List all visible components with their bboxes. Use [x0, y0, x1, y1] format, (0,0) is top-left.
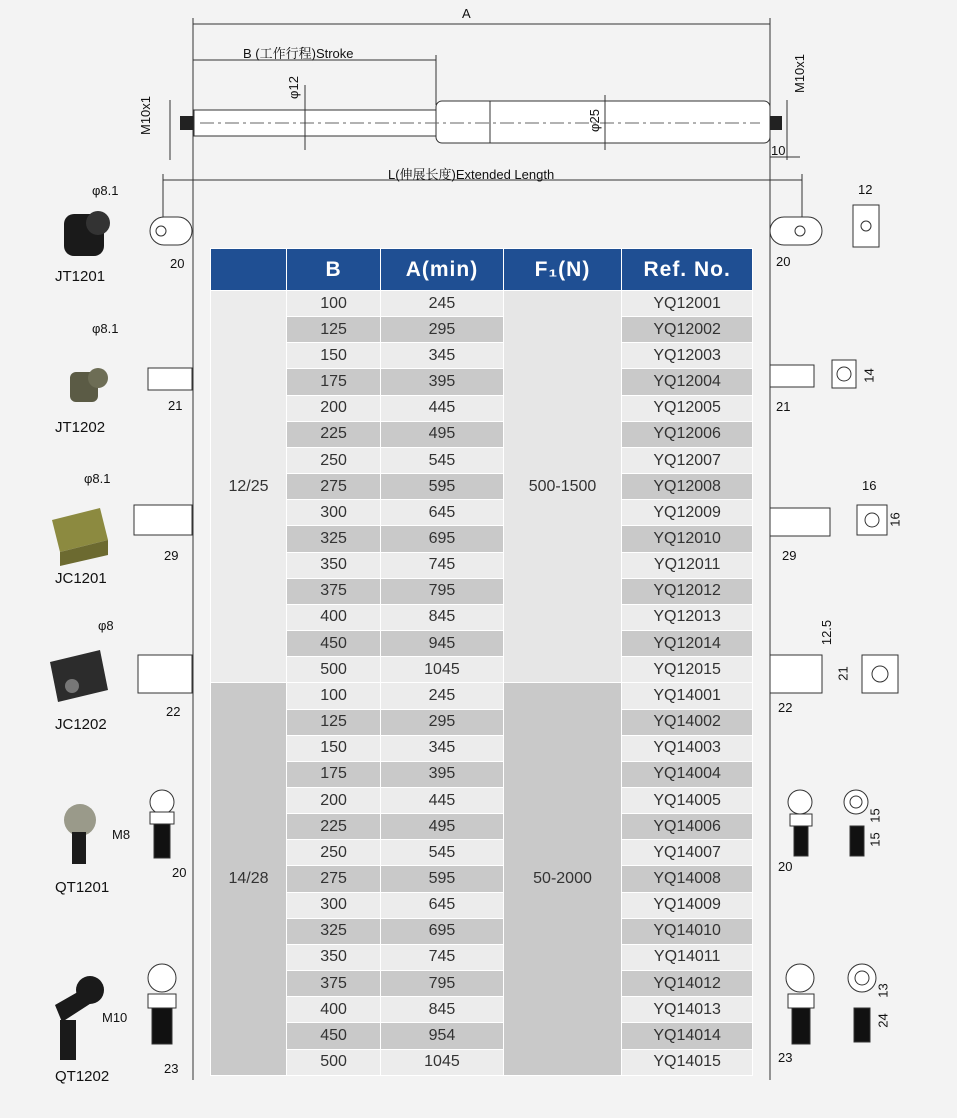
ref-cell: YQ14012	[622, 971, 752, 996]
table-row	[211, 422, 752, 447]
a-cell: 345	[381, 343, 503, 368]
table-row	[211, 971, 752, 996]
dim-thread-left-label: M10x1	[138, 95, 154, 136]
ref-cell: YQ12011	[622, 553, 752, 578]
b-cell: 500	[287, 657, 380, 682]
ref-cell: YQ14009	[622, 893, 752, 918]
a-cell: 845	[381, 997, 503, 1022]
b-cell: 225	[287, 422, 380, 447]
a-cell: 245	[381, 291, 503, 316]
a-cell: 395	[381, 762, 503, 787]
a-cell: 545	[381, 448, 503, 473]
col-header-force: F₁(N)	[504, 249, 622, 290]
table-row	[211, 605, 752, 630]
b-cell: 150	[287, 736, 380, 761]
dim-extended-label: L(伸展长度)Extended Length	[388, 167, 555, 182]
table-row	[211, 343, 752, 368]
table-row	[211, 997, 752, 1022]
a-cell: 645	[381, 500, 503, 525]
a-cell: 745	[381, 945, 503, 970]
a-cell: 1045	[381, 657, 503, 682]
b-cell: 325	[287, 526, 380, 551]
fit-dim: φ8	[98, 618, 114, 633]
a-cell: 695	[381, 526, 503, 551]
ref-cell: YQ14003	[622, 736, 752, 761]
size-cell: 14/28	[211, 683, 286, 1075]
fit-dim: 20	[170, 256, 185, 271]
fit-dim: 16	[887, 512, 903, 527]
a-cell: 795	[381, 579, 503, 604]
col-header-a: A(min)	[381, 249, 503, 290]
ref-cell: YQ12009	[622, 500, 752, 525]
a-cell: 645	[381, 893, 503, 918]
a-cell: 495	[381, 422, 503, 447]
table-row	[211, 919, 752, 944]
b-cell: 150	[287, 343, 380, 368]
b-cell: 200	[287, 396, 380, 421]
fit-dim: 13	[875, 983, 891, 998]
fit-dim: 22	[778, 700, 793, 715]
b-cell: 350	[287, 553, 380, 578]
b-cell: 450	[287, 1023, 380, 1048]
table-row	[211, 631, 752, 656]
fit-dim: 23	[778, 1050, 793, 1065]
b-cell: 450	[287, 631, 380, 656]
b-cell: 175	[287, 369, 380, 394]
fit-dim: 22	[166, 704, 181, 719]
table-row	[211, 396, 752, 421]
fit-dim: 20	[172, 865, 187, 880]
fit-dim: 21	[835, 666, 851, 681]
ref-cell: YQ14004	[622, 762, 752, 787]
a-cell: 595	[381, 474, 503, 499]
dim-a-label: A	[462, 6, 471, 21]
table-row	[211, 683, 752, 708]
a-cell: 445	[381, 396, 503, 421]
a-cell: 945	[381, 631, 503, 656]
fit-dim: 15	[867, 808, 883, 823]
b-cell: 250	[287, 448, 380, 473]
fitting-name: JT1201	[55, 268, 106, 285]
b-cell: 200	[287, 788, 380, 813]
table-row	[211, 448, 752, 473]
ref-cell: YQ12012	[622, 579, 752, 604]
b-cell: 225	[287, 814, 380, 839]
table-row	[211, 945, 752, 970]
ref-cell: YQ12015	[622, 657, 752, 682]
table-row	[211, 317, 752, 342]
fit-dim: 24	[875, 1013, 891, 1028]
table-row	[211, 474, 752, 499]
fit-dim: 21	[776, 399, 791, 414]
a-cell: 295	[381, 317, 503, 342]
ref-cell: YQ12003	[622, 343, 752, 368]
fit-dim: 20	[778, 859, 793, 874]
fitting-name: JC1201	[55, 570, 107, 587]
ref-cell: YQ12006	[622, 422, 752, 447]
table-row	[211, 866, 752, 891]
fit-dim: 12.5	[819, 619, 835, 646]
b-cell: 100	[287, 683, 380, 708]
b-cell: 375	[287, 579, 380, 604]
table-row	[211, 369, 752, 394]
fitting-name: JT1202	[55, 419, 106, 436]
fit-dim: φ8.1	[92, 183, 119, 198]
b-cell: 175	[287, 762, 380, 787]
b-cell: 300	[287, 893, 380, 918]
a-cell: 545	[381, 840, 503, 865]
ref-cell: YQ14014	[622, 1023, 752, 1048]
ref-cell: YQ14002	[622, 710, 752, 735]
ref-cell: YQ14006	[622, 814, 752, 839]
table-row	[211, 814, 752, 839]
fit-dim: 16	[862, 478, 877, 493]
ref-cell: YQ12005	[622, 396, 752, 421]
fit-dim: M8	[112, 827, 131, 842]
fit-dim: φ8.1	[92, 321, 119, 336]
table-row	[211, 893, 752, 918]
a-cell: 295	[381, 710, 503, 735]
ref-cell: YQ12010	[622, 526, 752, 551]
b-cell: 350	[287, 945, 380, 970]
ref-cell: YQ12001	[622, 291, 752, 316]
col-header-b: B	[287, 249, 380, 290]
ref-cell: YQ14010	[622, 919, 752, 944]
spec-table	[210, 248, 753, 1076]
a-cell: 445	[381, 788, 503, 813]
fit-dim: φ8.1	[84, 471, 111, 486]
table-row	[211, 579, 752, 604]
col-header-size	[211, 249, 286, 290]
table-row	[211, 526, 752, 551]
a-cell: 1045	[381, 1050, 503, 1075]
ref-cell: YQ14008	[622, 866, 752, 891]
b-cell: 275	[287, 474, 380, 499]
table-row	[211, 553, 752, 578]
b-cell: 400	[287, 997, 380, 1022]
table-row	[211, 736, 752, 761]
force-cell: 50-2000	[504, 683, 622, 1075]
fit-dim: 21	[168, 398, 183, 413]
b-cell: 275	[287, 866, 380, 891]
b-cell: 500	[287, 1050, 380, 1075]
table-row	[211, 840, 752, 865]
ref-cell: YQ14011	[622, 945, 752, 970]
fit-dim: M10	[102, 1010, 128, 1025]
a-cell: 745	[381, 553, 503, 578]
ref-cell: YQ12008	[622, 474, 752, 499]
table-row	[211, 657, 752, 682]
table-row	[211, 788, 752, 813]
dim-thread-len-label: 10	[771, 143, 786, 158]
dim-rod-label: φ12	[285, 76, 301, 99]
b-cell: 300	[287, 500, 380, 525]
ref-cell: YQ14015	[622, 1050, 752, 1075]
ref-cell: YQ14005	[622, 788, 752, 813]
fit-dim: 20	[776, 254, 791, 269]
table-row	[211, 710, 752, 735]
table-row	[211, 1023, 752, 1048]
fitting-name: QT1201	[55, 879, 110, 896]
b-cell: 125	[287, 317, 380, 342]
table-row	[211, 291, 752, 316]
a-cell: 595	[381, 866, 503, 891]
ref-cell: YQ14007	[622, 840, 752, 865]
b-cell: 325	[287, 919, 380, 944]
a-cell: 795	[381, 971, 503, 996]
table-header-row	[211, 249, 752, 290]
ref-cell: YQ12007	[622, 448, 752, 473]
ref-cell: YQ14013	[622, 997, 752, 1022]
a-cell: 245	[381, 683, 503, 708]
ref-cell: YQ12004	[622, 369, 752, 394]
fitting-name: QT1202	[55, 1068, 110, 1085]
fit-dim: 29	[782, 548, 797, 563]
size-cell: 12/25	[211, 291, 286, 682]
ref-cell: YQ14001	[622, 683, 752, 708]
ref-cell: YQ12013	[622, 605, 752, 630]
force-cell: 500-1500	[504, 291, 622, 682]
ref-cell: YQ12014	[622, 631, 752, 656]
fit-dim: 23	[164, 1061, 179, 1076]
fit-dim: 29	[164, 548, 179, 563]
fit-dim: 15	[867, 832, 883, 847]
table-row	[211, 762, 752, 787]
ref-cell: YQ12002	[622, 317, 752, 342]
col-header-ref: Ref. No.	[622, 249, 752, 290]
fitting-jt1201-image	[64, 211, 110, 256]
table-row	[211, 500, 752, 525]
a-cell: 495	[381, 814, 503, 839]
b-cell: 400	[287, 605, 380, 630]
b-cell: 100	[287, 291, 380, 316]
dim-thread-right-label: M10x1	[792, 53, 808, 94]
a-cell: 395	[381, 369, 503, 394]
fitting-name: JC1202	[55, 716, 107, 733]
b-cell: 125	[287, 710, 380, 735]
a-cell: 954	[381, 1023, 503, 1048]
b-cell: 375	[287, 971, 380, 996]
a-cell: 345	[381, 736, 503, 761]
fit-dim: 12	[858, 182, 873, 197]
fit-dim: 14	[861, 368, 877, 383]
a-cell: 845	[381, 605, 503, 630]
b-cell: 250	[287, 840, 380, 865]
a-cell: 695	[381, 919, 503, 944]
dim-tube-label: φ25	[586, 109, 602, 132]
dim-stroke-label: B (工作行程)Stroke	[243, 46, 354, 61]
table-row	[211, 1050, 752, 1075]
